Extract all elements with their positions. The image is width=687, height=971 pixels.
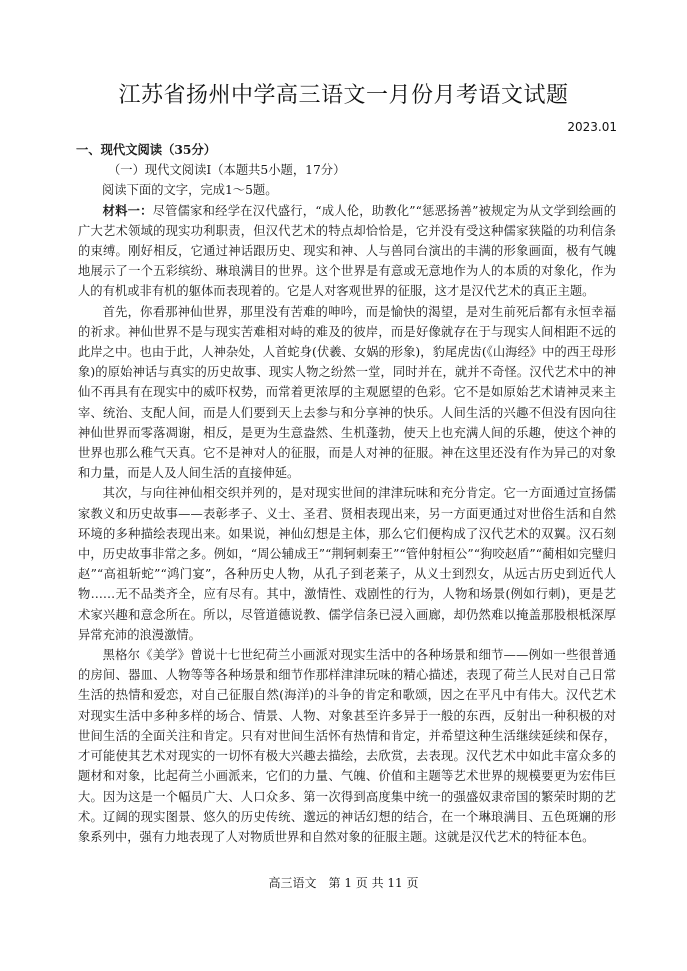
exam-date: 2023.01: [567, 120, 617, 134]
reading-instructions: 阅读下面的文字，完成1～5题。: [102, 183, 278, 198]
paragraph: 首先，你看那神仙世界，那里没有苦难的呻吟，而是愉快的渴望，是对生前死后都有永恒幸福的祈求。神仙世界不是与现实苦难相对峙的难及的彼岸，而是好像就存在于与现实人间相距不远的此岸之中。也由于此，人神杂处，人首蛇身(伏羲、女娲的形象)，豹尾虎齿(《山海经》中的西王母形象)的原始神话与真实的历史故事、现实人物之纷然一堂，同时并在，就并不奇怪。汉代艺术中的神仙不再具有在现实中的威吓权势，而常着更浓厚的主观愿望的色彩。它不是如原始艺术请神灵来主宰、统治、支配人间，而是人们要到天上去参与和分享神的快乐。人间生活的兴趣不但没有因向往神仙世界而零落凋谢，相反，是更为生意盎然、生机蓬勃，使天上也充满人间的乐趣，使这个神的世界也那么稚气天真。它不是神对人的征服，而是人对神的征服。神在这里还没有作为异己的对象和力量，而是人及人间生活的直接伸延。: [78, 304, 616, 481]
paragraph: 黑格尔《美学》曾说十七世纪荷兰小画派对现实生活中的各种场景和细节——例如一些很普通的房间、器皿、人物等等各种场景和细节作那样津津玩味的精心描述，表现了荷兰人民对自己日常生活的热情和爱恋，对自己征服自然(海洋)的斗争的肯定和歌颂，因之在平凡中有伟大。汉代艺术对现实生活中多种多样的场合、情景、人物、对象甚至许多异于一般的东西，反射出一种积极的对世间生活的全面关注和肯定。只有对世间生活怀有热情和肯定，并希望这种生活继续延续和保存，才可能使其艺术对现实的一切怀有极大兴趣去描绘，去欣赏，去表现。汉代艺术中如此丰富众多的题材和对象，比起荷兰小画派来，它们的力量、气魄、价值和主题等艺术世界的规模要更为宏伟巨大。因为这是一个幅员广大、人口众多、第一次得到高度集中统一的强盛奴隶帝国的繁荣时期的艺术。辽阔的现实图景、悠久的历史传统、邈远的神话幻想的结合，在一个琳琅满目、五色斑斓的形象系列中，强有力地表现了人对物质世界和自然对象的征服主题。这就是汉代艺术的特征本色。: [78, 648, 616, 844]
paragraph: 其次，与向往神仙相交织并列的，是对现实世间的津津玩味和充分肯定。它一方面通过宣扬儒家教义和历史故事——表彰孝子、义士、圣君、贤相表现出来，另一方面更通过对世俗生活和自然环境的多种描绘表现出来。如果说，神仙幻想是主体，那么它们便构成了汉代艺术的双翼。汉石刻中，历史故事非常之多。例如，“周公辅成王”“荆轲刺秦王”“管仲射桓公”“狗咬赵盾”“蔺相如完璧归赵”“高祖斩蛇”“鸿门宴”，各种历史人物，从孔子到老莱子，从义士到烈女，从远古历史到近代人物……无不品类齐全，应有尽有。其中，激情性、戏剧性的行为，人物和场景(例如行刺)，更是艺术家兴趣和意念所在。所以，尽管道德说教、儒学信条已浸入画廊，却仍然难以掩盖那股根柢深厚异常充沛的浪漫激情。: [78, 486, 616, 642]
document-body: [78, 140, 616, 847]
paragraph: [78, 201, 616, 302]
section-heading: 一、现代文阅读（35分）: [76, 142, 217, 157]
subsection-heading-text: （一）现代文阅读Ⅰ（本题共5小题，17分）: [108, 163, 346, 178]
paragraph-text: 尽管儒家和经学在汉代盛行，“成人伦，助教化”“惩恶扬善”被规定为从文学到绘画的广大艺术领域的现实功利职责，但汉代艺术的特点却恰恰是，它并没有受这种儒家狭隘的功利信条的束缚。刚好相反，它通过神话跟历史、现实和神、人与兽同台演出的丰满的形象画面，极有气魄地展示了一个五彩缤纷、琳琅满目的世界。这个世界是有意或无意地作为人的本质的对象化，作为人的有机或非有机的躯体而表现着的。它是人对客观世界的征服，这才是汉代艺术的真正主题。: [78, 203, 616, 299]
page-footer: 高三语文 第 1 页 共 11 页: [268, 876, 419, 890]
subsection-heading: [78, 160, 616, 180]
page-title: 江苏省扬州中学高三语文一月份月考语文试题: [118, 83, 569, 108]
material-label: 材料一：: [102, 202, 153, 218]
